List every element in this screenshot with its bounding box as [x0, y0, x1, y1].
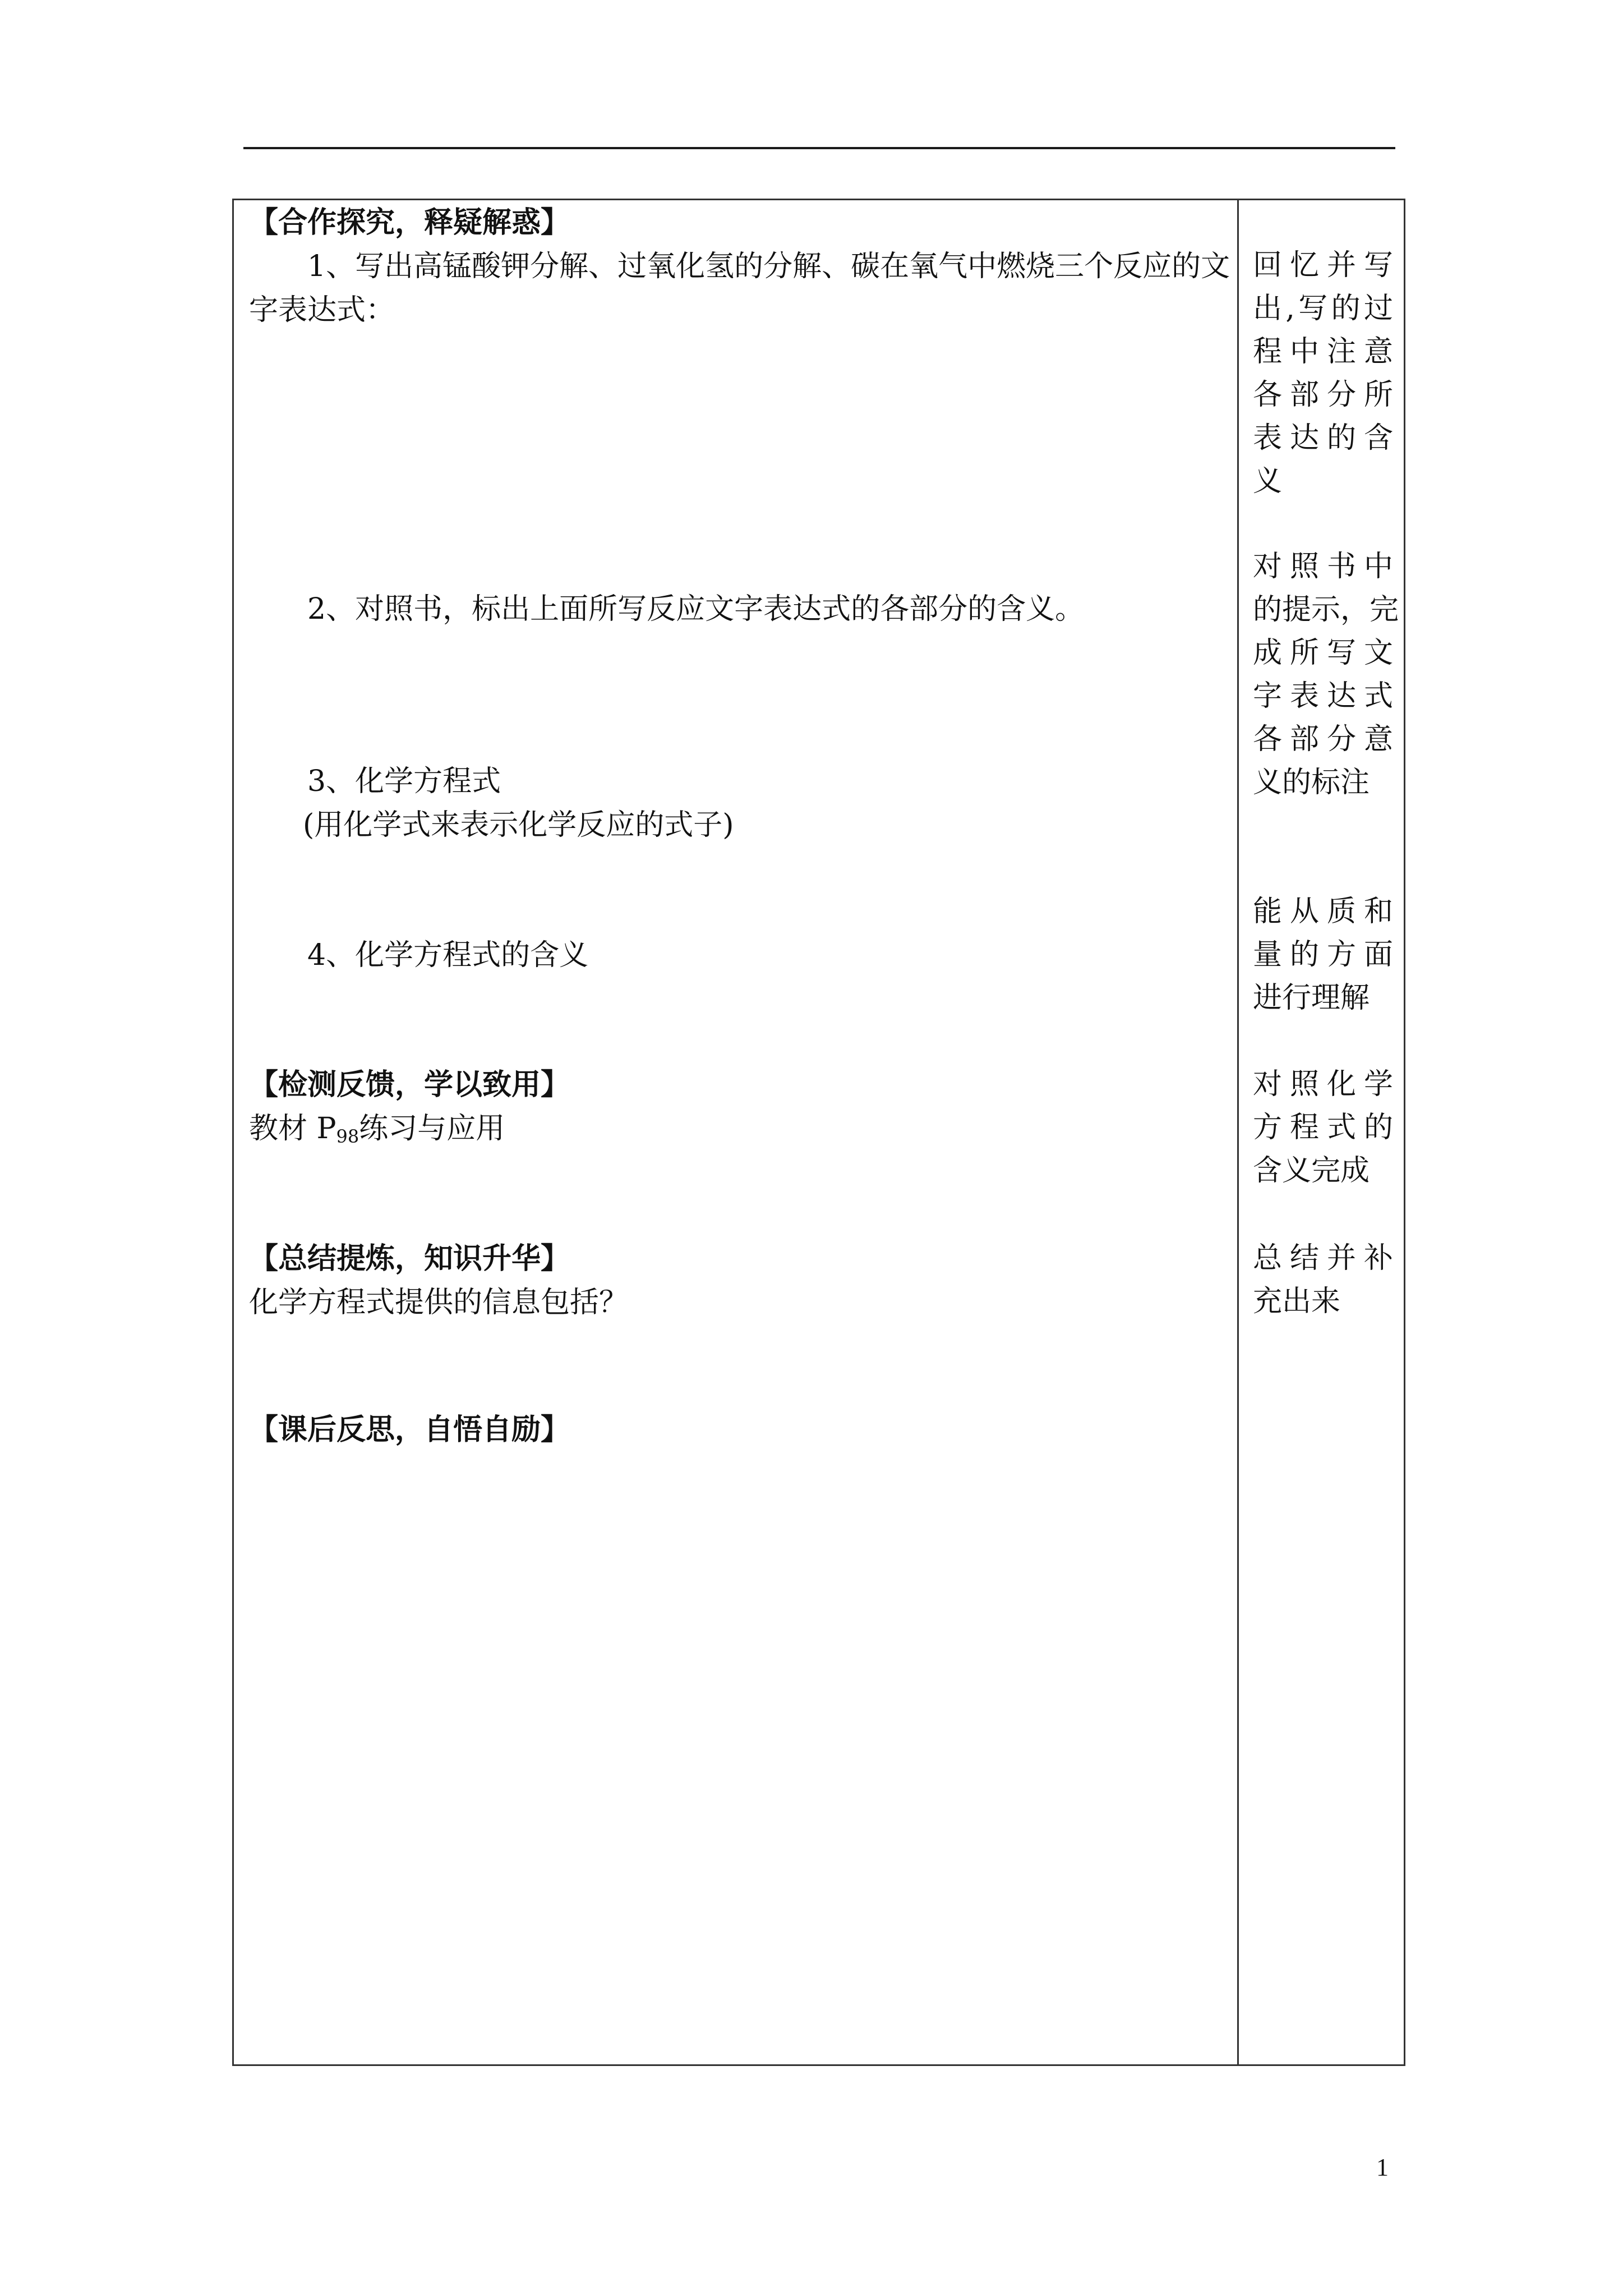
column-divider: [1237, 199, 1239, 2066]
side-note-line: 对照书中: [1253, 550, 1393, 583]
question-3-note: (用化学式来表示化学反应的式子): [303, 808, 734, 842]
section-heading-summary: 【总结提炼，知识升华】: [249, 1241, 570, 1276]
side-note-line: 出,写的过: [1253, 292, 1393, 325]
side-note-line: 字表达式: [1253, 679, 1393, 713]
side-note-line: 各部分所: [1253, 378, 1393, 412]
section-heading-feedback: 【检测反馈，学以致用】: [249, 1068, 570, 1102]
side-note-line: 回忆并写: [1253, 249, 1393, 282]
side-note-line: 量的方面: [1253, 938, 1393, 972]
textbook-suffix: 练习与应用: [359, 1112, 505, 1145]
side-note-line: 的提示，完: [1253, 593, 1399, 627]
textbook-exercise-reference: [249, 1107, 1225, 1158]
side-note-2: [1253, 545, 1399, 804]
teacher-notes-column: [1253, 199, 1399, 2061]
side-note-line: 总结并补: [1253, 1241, 1393, 1275]
page-subscript: 98: [336, 1126, 359, 1147]
side-note-line: 表达的含: [1253, 421, 1393, 455]
question-1: [249, 245, 1230, 332]
side-note-line: 充出来: [1253, 1285, 1341, 1318]
question-4: 4、化学方程式的含义: [307, 938, 589, 972]
side-note-line: 能从质和: [1253, 895, 1393, 928]
side-note-line: 程中注意: [1253, 335, 1393, 369]
question-2: 2、对照书，标出上面所写反应文字表达式的各部分的含义。: [307, 592, 1085, 626]
summary-question: 化学方程式提供的信息包括？: [249, 1286, 629, 1319]
question-3-title: 3、化学方程式: [307, 765, 501, 798]
side-note-line: 对照化学: [1253, 1068, 1393, 1101]
side-note-5: [1253, 1237, 1393, 1323]
section-heading-reflection: 【课后反思，自悟自励】: [249, 1412, 570, 1447]
side-note-4: [1253, 1063, 1393, 1193]
header-rule: [243, 147, 1395, 149]
side-note-3: [1253, 890, 1393, 1020]
side-note-line: 方程式的: [1253, 1111, 1393, 1144]
side-note-line: 进行理解: [1253, 981, 1370, 1015]
question-1-line-2: 字表达式：: [249, 293, 395, 327]
side-note-1: [1253, 244, 1393, 503]
main-content-column: [249, 199, 1230, 2061]
textbook-prefix: 教材 P: [249, 1112, 336, 1145]
question-1-line-1: 1、写出高锰酸钾分解、过氧化氢的分解、碳在氧气中燃烧三个反应的文: [307, 250, 1230, 283]
side-note-line: 成所写文: [1253, 636, 1393, 670]
side-note-line: 各部分意: [1253, 723, 1393, 756]
section-heading-cooperative-inquiry: 【合作探究，释疑解惑】: [249, 205, 570, 240]
side-note-line: 义: [1253, 464, 1283, 498]
side-note-line: 含义完成: [1253, 1154, 1370, 1188]
question-3: [249, 760, 1225, 847]
side-note-line: 义的标注: [1253, 766, 1370, 799]
page-number: 1: [1376, 2154, 1389, 2181]
